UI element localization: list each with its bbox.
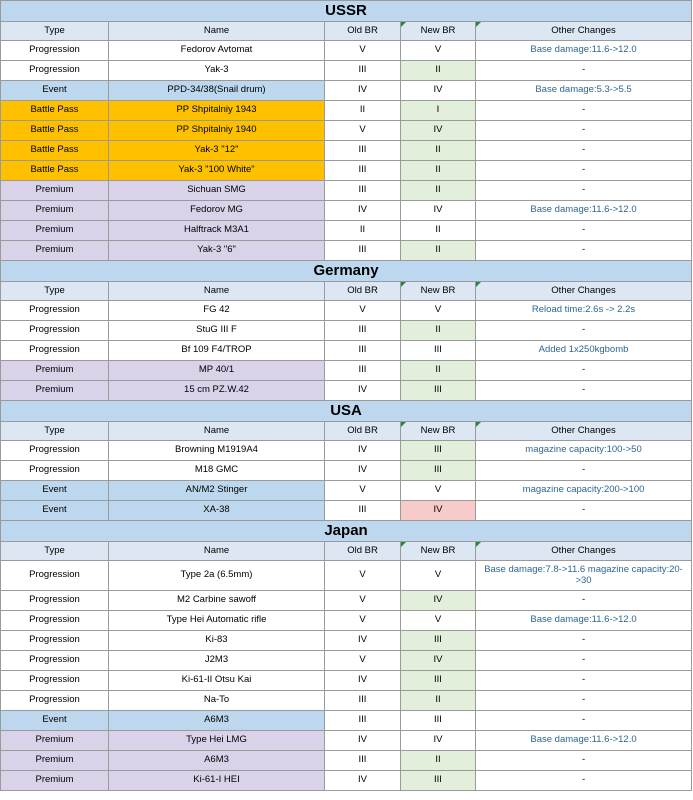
type-cell: Premium <box>1 181 109 201</box>
header-new-br: New BR <box>401 282 476 301</box>
type-cell: Premium <box>1 221 109 241</box>
new-br-cell: II <box>401 751 476 771</box>
old-br-cell: IV <box>325 201 401 221</box>
section-title-row <box>1 521 692 542</box>
new-br-cell: IV <box>401 501 476 521</box>
name-cell: PP Shpitalniy 1940 <box>109 121 325 141</box>
table-row <box>1 611 692 631</box>
name-cell: StuG III F <box>109 321 325 341</box>
section-title-row <box>1 261 692 282</box>
header-type: Type <box>1 22 109 41</box>
name-cell: Bf 109 F4/TROP <box>109 341 325 361</box>
new-br-cell: IV <box>401 81 476 101</box>
new-br-cell: III <box>401 441 476 461</box>
table-row <box>1 651 692 671</box>
new-br-cell: II <box>401 361 476 381</box>
name-cell: FG 42 <box>109 301 325 321</box>
new-br-cell: II <box>401 161 476 181</box>
other-changes-cell: - <box>476 501 692 521</box>
table-row <box>1 101 692 121</box>
header-type: Type <box>1 282 109 301</box>
table-row <box>1 321 692 341</box>
old-br-cell: V <box>325 301 401 321</box>
old-br-cell: III <box>325 321 401 341</box>
other-changes-cell: - <box>476 161 692 181</box>
name-cell: A6M3 <box>109 751 325 771</box>
column-header-row <box>1 282 692 301</box>
old-br-cell: III <box>325 361 401 381</box>
old-br-cell: III <box>325 341 401 361</box>
table-row <box>1 201 692 221</box>
new-br-cell: II <box>401 691 476 711</box>
new-br-cell: I <box>401 101 476 121</box>
new-br-cell: V <box>401 41 476 61</box>
name-cell: A6M3 <box>109 711 325 731</box>
type-cell: Premium <box>1 361 109 381</box>
type-cell: Event <box>1 81 109 101</box>
new-br-cell: II <box>401 221 476 241</box>
header-type: Type <box>1 542 109 561</box>
other-changes-cell: Base damage:7.8->11.6 magazine capacity:20->30 <box>476 561 692 591</box>
old-br-cell: IV <box>325 631 401 651</box>
name-cell: 15 cm PZ.W.42 <box>109 381 325 401</box>
old-br-cell: III <box>325 61 401 81</box>
other-changes-cell: - <box>476 141 692 161</box>
header-name: Name <box>109 542 325 561</box>
old-br-cell: V <box>325 41 401 61</box>
new-br-cell: II <box>401 181 476 201</box>
other-changes-cell: - <box>476 671 692 691</box>
table-row <box>1 81 692 101</box>
other-changes-cell: Reload time:2.6s -> 2.2s <box>476 301 692 321</box>
other-changes-cell: Added 1x250kgbomb <box>476 341 692 361</box>
old-br-cell: III <box>325 711 401 731</box>
old-br-cell: III <box>325 241 401 261</box>
header-name: Name <box>109 282 325 301</box>
new-br-cell: IV <box>401 591 476 611</box>
table-row <box>1 301 692 321</box>
name-cell: Ki-61-I HEI <box>109 771 325 791</box>
type-cell: Progression <box>1 671 109 691</box>
new-br-cell: II <box>401 141 476 161</box>
table-row <box>1 671 692 691</box>
name-cell: Halftrack M3A1 <box>109 221 325 241</box>
new-br-cell: III <box>401 711 476 731</box>
new-br-cell: III <box>401 771 476 791</box>
other-changes-cell: - <box>476 691 692 711</box>
old-br-cell: III <box>325 501 401 521</box>
table-row <box>1 141 692 161</box>
column-header-row <box>1 22 692 41</box>
new-br-cell: II <box>401 321 476 341</box>
section-title: USA <box>1 401 692 422</box>
table-row <box>1 161 692 181</box>
type-cell: Progression <box>1 591 109 611</box>
name-cell: Type Hei Automatic rifle <box>109 611 325 631</box>
header-old-br: Old BR <box>325 282 401 301</box>
old-br-cell: III <box>325 181 401 201</box>
header-old-br: Old BR <box>325 542 401 561</box>
section-title: USSR <box>1 1 692 22</box>
table-row <box>1 441 692 461</box>
new-br-cell: IV <box>401 651 476 671</box>
header-name: Name <box>109 22 325 41</box>
old-br-cell: IV <box>325 771 401 791</box>
other-changes-cell: Base damage:11.6->12.0 <box>476 611 692 631</box>
name-cell: AN/M2 Stinger <box>109 481 325 501</box>
table-row <box>1 121 692 141</box>
type-cell: Battle Pass <box>1 101 109 121</box>
type-cell: Premium <box>1 241 109 261</box>
table-row <box>1 241 692 261</box>
new-br-cell: II <box>401 61 476 81</box>
new-br-cell: IV <box>401 731 476 751</box>
type-cell: Battle Pass <box>1 161 109 181</box>
table-row <box>1 771 692 791</box>
name-cell: Fedorov Avtomat <box>109 41 325 61</box>
new-br-cell: V <box>401 611 476 631</box>
type-cell: Premium <box>1 771 109 791</box>
column-header-row <box>1 542 692 561</box>
name-cell: Sichuan SMG <box>109 181 325 201</box>
section-title: Germany <box>1 261 692 282</box>
type-cell: Progression <box>1 651 109 671</box>
name-cell: Yak-3 "100 White" <box>109 161 325 181</box>
old-br-cell: V <box>325 121 401 141</box>
table-row <box>1 691 692 711</box>
table-row <box>1 711 692 731</box>
section-title-row <box>1 401 692 422</box>
type-cell: Premium <box>1 731 109 751</box>
table-row <box>1 341 692 361</box>
header-old-br: Old BR <box>325 22 401 41</box>
old-br-cell: II <box>325 101 401 121</box>
name-cell: Type 2a (6.5mm) <box>109 561 325 591</box>
table-row <box>1 461 692 481</box>
old-br-cell: III <box>325 161 401 181</box>
type-cell: Premium <box>1 751 109 771</box>
other-changes-cell: - <box>476 241 692 261</box>
new-br-cell: V <box>401 301 476 321</box>
table-row <box>1 481 692 501</box>
table-row <box>1 381 692 401</box>
table-row <box>1 561 692 591</box>
section-title-row <box>1 1 692 22</box>
old-br-cell: IV <box>325 671 401 691</box>
header-other-changes: Other Changes <box>476 542 692 561</box>
old-br-cell: III <box>325 751 401 771</box>
old-br-cell: III <box>325 141 401 161</box>
old-br-cell: IV <box>325 441 401 461</box>
new-br-cell: III <box>401 461 476 481</box>
name-cell: Yak-3 <box>109 61 325 81</box>
type-cell: Progression <box>1 561 109 591</box>
header-other-changes: Other Changes <box>476 282 692 301</box>
table-row <box>1 361 692 381</box>
old-br-cell: IV <box>325 81 401 101</box>
type-cell: Progression <box>1 631 109 651</box>
new-br-cell: IV <box>401 201 476 221</box>
old-br-cell: V <box>325 561 401 591</box>
old-br-cell: V <box>325 481 401 501</box>
type-cell: Progression <box>1 41 109 61</box>
other-changes-cell: - <box>476 651 692 671</box>
name-cell: XA-38 <box>109 501 325 521</box>
other-changes-cell: - <box>476 711 692 731</box>
header-new-br: New BR <box>401 542 476 561</box>
old-br-cell: V <box>325 611 401 631</box>
type-cell: Battle Pass <box>1 121 109 141</box>
new-br-cell: III <box>401 381 476 401</box>
other-changes-cell: - <box>476 101 692 121</box>
type-cell: Progression <box>1 61 109 81</box>
type-cell: Premium <box>1 381 109 401</box>
other-changes-cell: - <box>476 121 692 141</box>
header-new-br: New BR <box>401 22 476 41</box>
type-cell: Event <box>1 481 109 501</box>
old-br-cell: V <box>325 591 401 611</box>
old-br-cell: IV <box>325 381 401 401</box>
name-cell: M2 Carbine sawoff <box>109 591 325 611</box>
other-changes-cell: Base damage:11.6->12.0 <box>476 41 692 61</box>
other-changes-cell: - <box>476 321 692 341</box>
table-row <box>1 61 692 81</box>
other-changes-cell: Base damage:5.3->5.5 <box>476 81 692 101</box>
type-cell: Progression <box>1 441 109 461</box>
name-cell: Ki-83 <box>109 631 325 651</box>
old-br-cell: IV <box>325 731 401 751</box>
new-br-cell: V <box>401 481 476 501</box>
name-cell: J2M3 <box>109 651 325 671</box>
type-cell: Battle Pass <box>1 141 109 161</box>
other-changes-cell: - <box>476 591 692 611</box>
section-title: Japan <box>1 521 692 542</box>
new-br-cell: III <box>401 341 476 361</box>
other-changes-cell: - <box>476 771 692 791</box>
name-cell: M18 GMC <box>109 461 325 481</box>
new-br-cell: II <box>401 241 476 261</box>
old-br-cell: IV <box>325 461 401 481</box>
name-cell: Fedorov MG <box>109 201 325 221</box>
name-cell: Ki-61-II Otsu Kai <box>109 671 325 691</box>
type-cell: Premium <box>1 201 109 221</box>
table-row <box>1 631 692 651</box>
other-changes-cell: - <box>476 61 692 81</box>
other-changes-cell: Base damage:11.6->12.0 <box>476 731 692 751</box>
name-cell: Type Hei LMG <box>109 731 325 751</box>
other-changes-cell: magazine capacity:200->100 <box>476 481 692 501</box>
name-cell: Browning M1919A4 <box>109 441 325 461</box>
old-br-cell: V <box>325 651 401 671</box>
type-cell: Progression <box>1 461 109 481</box>
old-br-cell: II <box>325 221 401 241</box>
column-header-row <box>1 422 692 441</box>
type-cell: Event <box>1 501 109 521</box>
new-br-cell: V <box>401 561 476 591</box>
other-changes-cell: - <box>476 381 692 401</box>
other-changes-cell: - <box>476 751 692 771</box>
table-row <box>1 751 692 771</box>
name-cell: Yak-3 "6" <box>109 241 325 261</box>
table-row <box>1 591 692 611</box>
table-row <box>1 181 692 201</box>
type-cell: Progression <box>1 321 109 341</box>
name-cell: Yak-3 "12" <box>109 141 325 161</box>
header-old-br: Old BR <box>325 422 401 441</box>
name-cell: MP 40/1 <box>109 361 325 381</box>
table-row <box>1 41 692 61</box>
name-cell: PP Shpitalniy 1943 <box>109 101 325 121</box>
type-cell: Progression <box>1 611 109 631</box>
name-cell: PPD-34/38(Snail drum) <box>109 81 325 101</box>
header-other-changes: Other Changes <box>476 422 692 441</box>
header-type: Type <box>1 422 109 441</box>
type-cell: Progression <box>1 691 109 711</box>
new-br-cell: IV <box>401 121 476 141</box>
other-changes-cell: - <box>476 461 692 481</box>
other-changes-cell: magazine capacity:100->50 <box>476 441 692 461</box>
table-row <box>1 731 692 751</box>
name-cell: Na-To <box>109 691 325 711</box>
type-cell: Event <box>1 711 109 731</box>
header-other-changes: Other Changes <box>476 22 692 41</box>
new-br-cell: III <box>401 631 476 651</box>
other-changes-cell: - <box>476 181 692 201</box>
table-row <box>1 501 692 521</box>
other-changes-cell: - <box>476 361 692 381</box>
other-changes-cell: - <box>476 221 692 241</box>
other-changes-cell: - <box>476 631 692 651</box>
other-changes-cell: Base damage:11.6->12.0 <box>476 201 692 221</box>
type-cell: Progression <box>1 301 109 321</box>
table-row <box>1 221 692 241</box>
new-br-cell: III <box>401 671 476 691</box>
old-br-cell: III <box>325 691 401 711</box>
header-new-br: New BR <box>401 422 476 441</box>
type-cell: Progression <box>1 341 109 361</box>
header-name: Name <box>109 422 325 441</box>
